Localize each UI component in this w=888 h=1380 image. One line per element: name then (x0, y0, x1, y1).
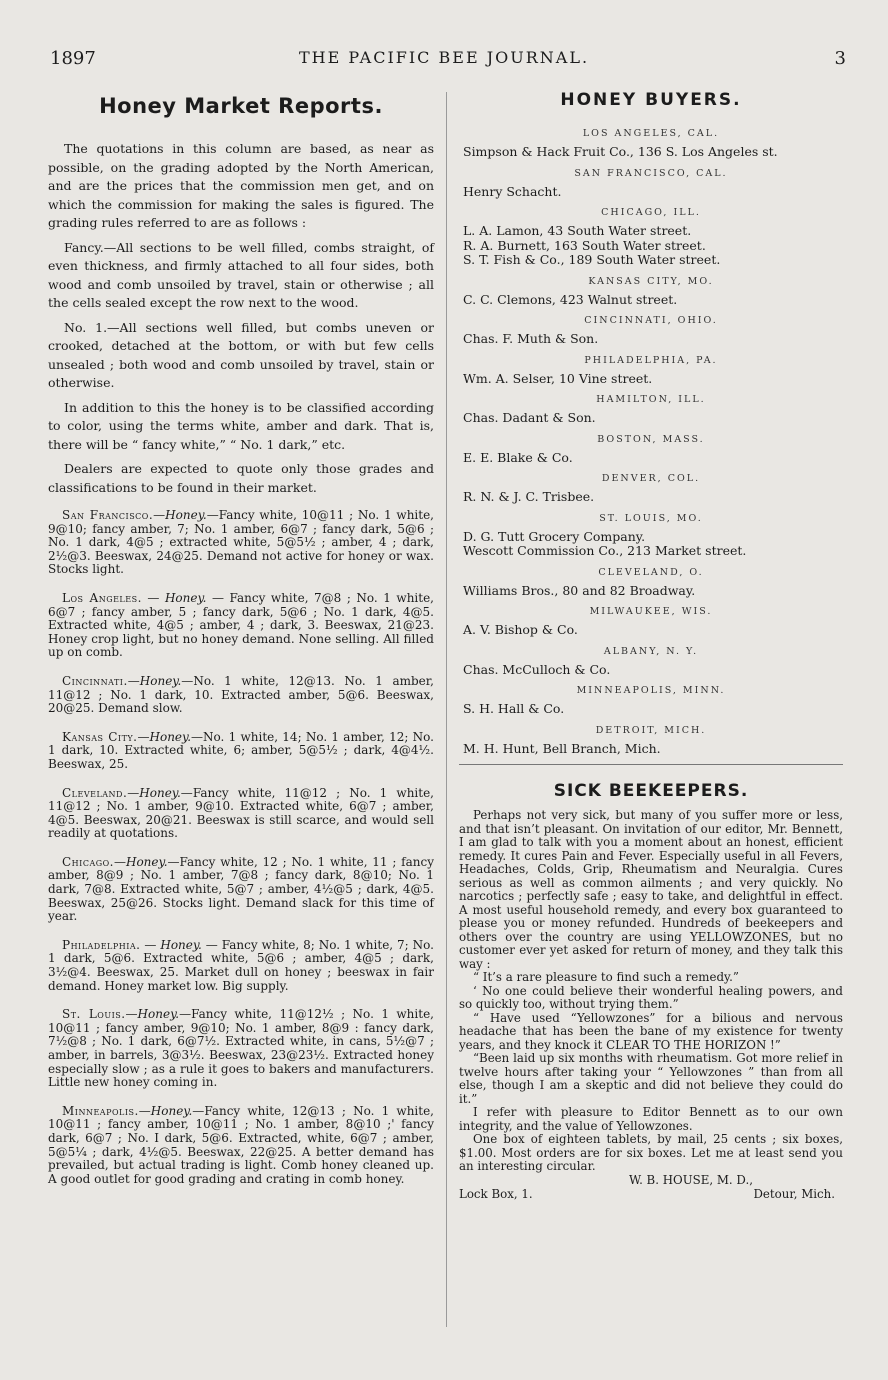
report-label: —Honey.— (127, 785, 193, 800)
buyer-city: BOSTON, MASS. (597, 433, 705, 445)
buyer-name: Wescott Commission Co., 213 Market street. (463, 543, 747, 558)
report-label: — Honey. — (140, 937, 222, 952)
article-paragraph: “ It’s a rare pleasure to find such a remedy.” (473, 970, 739, 984)
buyer-name: Wm. A. Selser, 10 Vine street. (463, 370, 653, 386)
market-report (48, 1105, 434, 1187)
article-paragraph: “Been laid up six months with rheumatism. Got more relief in twelve hours after taking your “ Yellowzones ” than from all else, though I am a skeptic and did not believe they could do it.” (459, 1051, 843, 1106)
left-column (48, 90, 434, 1201)
buyer-city: MINNEAPOLIS, MINN. (576, 685, 726, 696)
report-text: Fancy white, 7@8 ; No. 1 white, 6@7 ; fancy amber, 5 ; fancy dark, 5@6 ; No. 1 dark, 4@5. Extracted white, 4@5 ; amber, 4 ; dark, 3. Beeswax, 21@23. Honey crop light, but no honey demand. None selling. All filled up on comb. (48, 590, 434, 660)
buyer-city: SAN FRANCISCO, CAL. (574, 167, 728, 179)
lock-box: Lock Box, 1. (459, 1186, 533, 1201)
article-paragraph: Perhaps not very sick, but many of you suffer more or less, and that isn’t pleasant. On invitation of our editor, Mr. Bennett, I am glad to talk with you a moment about an honest, efficient remedy. It cures Pain and Fever. Especially useful in all Fevers, Headaches, Colds, Grip, Rheumatism and Neuralgia. Cures serious as well as common ailments ; and very quickly. No narcotics ; perfectly safe ; easy to take, and delightful in effect. A most useful household remedy, and every box guaranteed to please you or money refunded. Hundreds of beekeepers and others over the country are using YELLOWZONES, but no customer ever yet asked for return of money, and they talk this way : (459, 808, 843, 971)
honey-market-reports-title: Honey Market Reports. (99, 94, 383, 118)
buyer-name: S. T. Fish & Co., 189 South Water street. (463, 252, 721, 267)
intro-paragraph: Fancy.—All sections to be well filled, combs straight, of even thickness, and firmly attached to all four sides, both wood and comb unsoiled by travel, stain or otherwise ; all the cells sealed except the row next to the wood. (48, 239, 434, 310)
buyer-city: CLEVELAND, O. (598, 566, 704, 578)
buyer-entry (463, 451, 843, 466)
buyer-name: C. C. Clemons, 423 Walnut street. (463, 291, 678, 307)
report-label: — Honey. — (141, 590, 230, 605)
buyer-city: HAMILTON, ILL. (596, 394, 706, 405)
report-text: Fancy white, 10@11 ; No. 1 white, 9@10; fancy amber, 7; No. 1 amber, 6@7 ; fancy dark, 5@6 ; No. 1 dark, 4@5 ; extracted white, 5@5½ ; amber, 4 ; dark, 2½@3. Beeswax, 24@25. Demand not active for honey or wax. Stocks light. (48, 508, 434, 577)
buyer-entry (463, 224, 843, 268)
signature-line (459, 1174, 843, 1188)
market-report (48, 787, 434, 841)
section-rule (459, 764, 843, 765)
page-number: 3 (834, 48, 846, 69)
buyer-city: DETROIT, MICH. (595, 724, 707, 736)
market-report (48, 1008, 434, 1090)
report-label: —Honey.— (125, 1007, 192, 1022)
buyer-city: CINCINNATI, OHIO. (584, 315, 718, 326)
report-text: Fancy white, 12@13 ; No. 1 white, 10@11 ; fancy amber, 10@11 ; No. 1 amber, 8@10 ;' fancy dark, 6@7 ; No. I dark, 5@6. Extracted, white, 6@7 ; amber, 5@5¼ ; dark, 4½@5. Beeswax, 22@25. A better demand has prevailed, but actual trading is light. Comb honey cleaned up. A good outlet for good grading and crating in comb honey. (48, 1103, 434, 1186)
buyer-name: Chas. F. Muth & Son. (463, 331, 599, 346)
buyer-city: LOS ANGELES, CAL. (582, 128, 720, 139)
market-report (48, 675, 434, 716)
year: 1897 (50, 48, 96, 69)
buyer-entry (463, 742, 843, 757)
intro-paragraph: The quotations in this column are based, as near as possible, on the grading adopted by the North American, and are the prices that the commission men get, and on which the commission for making the sales is figured. The grading rules referred to are as follows : (48, 141, 434, 230)
intro-paragraph: No. 1.—All sections well filled, but combs uneven or crooked, detached at the bottom, or with but few cells unsealed ; both wood and comb unsoiled by travel, stain or otherwise. (48, 319, 434, 390)
report-label: —Honey.— (113, 854, 180, 869)
buyer-entry (463, 372, 843, 387)
buyer-name: A. V. Bishop & Co. (463, 622, 578, 637)
buyer-entry (463, 702, 843, 717)
report-city: San Francisco. (62, 508, 154, 522)
buyer-entry (463, 332, 843, 347)
report-city: Philadelphia. (62, 937, 141, 952)
buyer-city: PHILADELPHIA, PA. (584, 354, 718, 366)
buyer-entry (463, 663, 843, 678)
sick-beekeepers-title: SICK BEEKEEPERS. (553, 781, 749, 801)
buyer-city: ALBANY, N. Y. (603, 645, 699, 657)
article-paragraph: I refer with pleasure to Editor Bennett as to our own integrity, and the value of Yellowzones. (459, 1105, 843, 1133)
market-report (48, 731, 434, 772)
market-report (48, 856, 434, 924)
report-text: Fancy white, 8; No. 1 white, 7; No. 1 dark, 5@6. Extracted white, 5@6 ; amber, 4@5 ; dark, 3½@4. Beeswax, 25. Market dull on honey ; beeswax in fair demand. Honey market low. Big supply. (48, 937, 434, 993)
column-divider (446, 92, 447, 1327)
report-city: Los Angeles. (62, 590, 142, 605)
buyer-name: Chas. Dadant & Son. (463, 410, 596, 425)
report-label: —Honey.— (153, 508, 219, 522)
intro-paragraph: In addition to this the honey is to be classified according to color, using the terms white, amber and dark. That is, there will be “ fancy white,” “ No. 1 dark,” etc. (48, 399, 434, 452)
buyer-name: Chas. McCulloch & Co. (463, 661, 611, 677)
journal-title: THE PACIFIC BEE JOURNAL. (298, 48, 590, 67)
report-city: Cincinnati. (62, 673, 128, 688)
market-reports (48, 509, 434, 1186)
buyers-list (459, 128, 843, 756)
honey-buyers-title: HONEY BUYERS. (560, 90, 742, 110)
place: Detour, Mich. (753, 1186, 835, 1201)
buyer-name: Williams Bros., 80 and 82 Broadway. (463, 582, 696, 598)
buyer-entry (463, 145, 843, 160)
buyer-name: E. E. Blake & Co. (463, 449, 573, 465)
buyer-entry (463, 623, 843, 638)
buyer-name: L. A. Lamon, 43 South Water street. (463, 223, 692, 238)
intro-paragraph: Dealers are expected to quote only those grades and classifications to be found in their market. (48, 461, 434, 495)
report-label: —Honey.— (138, 1103, 205, 1118)
report-city: St. Louis. (62, 1007, 126, 1022)
sick-beekeepers-article (459, 809, 843, 1174)
address-line (459, 1188, 843, 1202)
report-label: —Honey.— (127, 673, 194, 688)
buyer-name: D. G. Tutt Grocery Company. (463, 528, 646, 544)
buyer-name: Simpson & Hack Fruit Co., 136 S. Los Angeles st. (463, 144, 778, 159)
report-text: Fancy white, 11@12½ ; No. 1 white, 10@11 ; fancy amber, 9@10; No. 1 amber, 8@9 : fancy dark, 7½@8 ; No. 1 dark, 6@7½. Extracted white, in cans, 5½@7 ; amber, in barrels, 3@3½. Beeswax, 23@23½. Extracted honey especially slow ; as a rule it goes to bakers and manufacturers. Little new honey coming in. (48, 1007, 434, 1090)
buyer-entry (463, 584, 843, 599)
report-text: Fancy white, 11@12 ; No. 1 white, 11@12 ; No. 1 amber, 9@10. Extracted white, 6@7 ; amber, 4@5. Beeswax, 20@21. Beeswax is still scarce, and would sell readily at quotations. (48, 785, 434, 841)
article-paragraph: ‘ No one could believe their wonderful healing powers, and so quickly too, without trying them.” (459, 983, 843, 1011)
buyer-name: R. A. Burnett, 163 South Water street. (463, 237, 706, 253)
market-report (48, 939, 434, 993)
right-column (459, 90, 843, 1202)
buyer-entry (463, 411, 843, 426)
report-text: Fancy white, 12 ; No. 1 white, 11 ; fancy amber, 8@9 ; No. 1 amber, 7@8 ; fancy dark, 8@10; No. 1 dark, 7@8. Extracted white, 5@7 ; amber, 4½@5 ; dark, 4@5. Beeswax, 25@26. Stocks light. Demand slack for this time of year. (48, 854, 434, 924)
article-paragraph: One box of eighteen tablets, by mail, 25 cents ; six boxes, $1.00. Most orders are for six boxes. Let me at least send you an interesting circular. (459, 1132, 843, 1173)
buyer-city: DENVER, COL. (601, 473, 701, 484)
report-city: Kansas City. (62, 729, 138, 744)
buyer-city: KANSAS CITY, MO. (588, 275, 714, 287)
report-city: Cleveland. (62, 785, 128, 800)
buyer-name: Henry Schacht. (463, 183, 562, 199)
report-text: No. 1 white, 12@13. No. 1 amber, 11@12 ; No. 1 dark, 10. Extracted amber, 5@6. Beeswax, 20@25. Demand slow. (48, 673, 434, 716)
buyer-entry (463, 293, 843, 308)
report-text: No. 1 white, 14; No. 1 amber, 12; No. 1 dark, 10. Extracted white, 6; amber, 5@5½ ; dark, 4@4½. Beeswax, 25. (48, 729, 434, 771)
market-report (48, 592, 434, 660)
buyer-name: M. H. Hunt, Bell Branch, Mich. (463, 740, 661, 756)
market-report (48, 509, 434, 577)
report-city: Chicago. (62, 854, 114, 869)
buyer-name: S. H. Hall & Co. (463, 701, 565, 716)
page-header (0, 48, 888, 74)
buyer-entry (463, 530, 843, 559)
report-label: —Honey.— (137, 729, 204, 744)
buyer-name: R. N. & J. C. Trisbee. (463, 489, 595, 504)
report-city: Minneapolis. (62, 1103, 139, 1118)
article-paragraph: “ Have used “Yellowzones” for a bilious and nervous headache that has been the bane of my existence for twenty years, and they knock it CLEAR TO THE HORIZON !” (459, 1010, 843, 1052)
signature: W. B. HOUSE, M. D., (629, 1172, 753, 1187)
buyer-entry (463, 490, 843, 505)
buyer-city: MILWAUKEE, WIS. (589, 606, 713, 617)
buyer-entry (463, 185, 843, 200)
buyer-city: ST. LOUIS, MO. (599, 512, 703, 524)
buyer-city: CHICAGO, ILL. (601, 207, 701, 218)
